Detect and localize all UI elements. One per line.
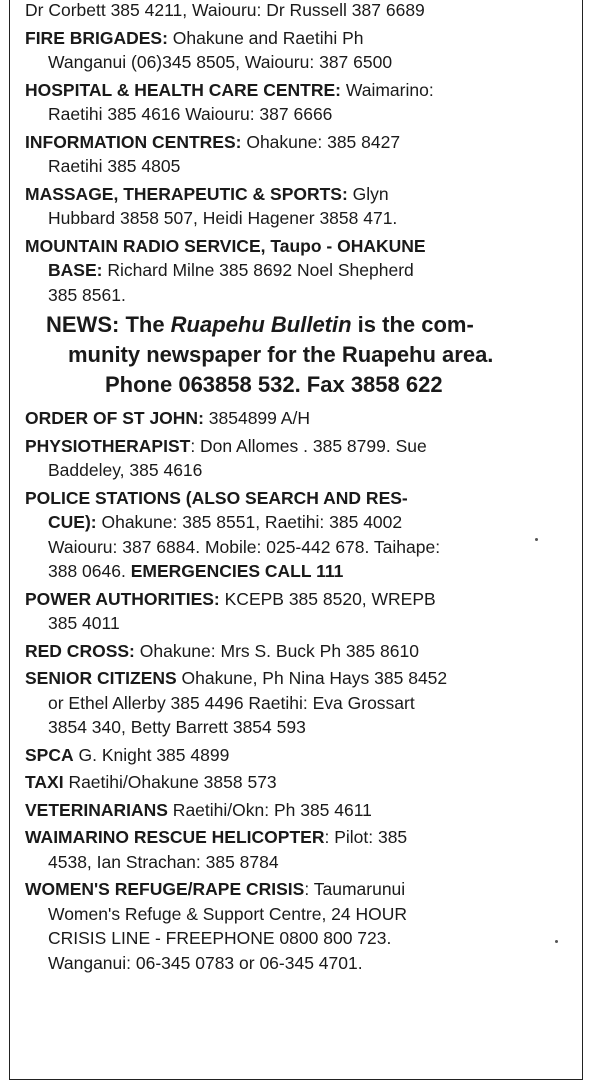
entry-text: Glyn [347,183,389,204]
entry-line [25,258,583,283]
print-speck [555,940,558,943]
directory-entry-senior-citizens [25,666,583,740]
entry-text: 4538, Ian Strachan: 385 8784 [48,851,279,872]
entry-line [25,770,583,795]
entry-text: G. Knight 385 4899 [73,744,230,765]
entry-heading: POWER AUTHORITIES: [25,588,220,609]
entry-heading: CUE): [48,512,97,532]
entry-line [25,102,583,127]
directory-listing [25,0,583,978]
print-speck [535,538,538,541]
entry-text: : Don Allomes . 385 8799. Sue [190,435,427,456]
directory-entry-womens-refuge [25,877,583,975]
entry-text: Ohakune: 385 8427 [241,131,401,152]
entry-line [25,154,583,179]
entry-line [25,234,583,259]
entry-line [25,26,583,51]
entry-text: 3854899 A/H [203,408,310,428]
entry-line [25,850,583,875]
news-line-1-rest: is the com- [351,312,474,337]
directory-entries-bottom [25,406,583,975]
entry-line [25,206,583,231]
entry-text: or Ethel Allerby 385 4496 Raetihi: Eva Grossart [48,692,415,713]
entry-heading: SPCA [25,744,74,765]
entry-line [25,877,583,902]
entry-text: Wanganui (06)345 8505, Waiouru: 387 6500 [48,52,393,72]
entry-text: Raetihi/Okn: Ph 385 4611 [167,799,372,820]
directory-frame [9,0,583,1080]
directory-entries-top [25,0,583,307]
entry-text: Ohakune, Ph Nina Hays 385 8452 [176,668,448,688]
entry-line [25,458,583,483]
entry-text: 3854 340, Betty Barrett 3854 593 [48,717,306,737]
entry-text: Waiouru: 387 6884. Mobile: 025-442 678. Taihape: [48,536,441,557]
directory-entry-police-stations [25,486,583,584]
entry-heading: SENIOR CITIZENS [25,668,177,688]
directory-entry-rescue-helicopter [25,825,583,874]
entry-text: Women's Refuge & Support Centre, 24 HOUR [48,903,408,924]
entry-heading: INFORMATION CENTRES: [25,131,242,152]
news-lead: NEWS: The [46,312,171,337]
directory-entry-doctors-cont [25,0,583,23]
entry-heading: POLICE STATIONS (ALSO SEARCH AND RES- [25,487,408,508]
entry-line [25,666,583,691]
entry-line [25,926,583,951]
entry-text: Raetihi 385 4805 [48,156,181,176]
entry-heading: EMERGENCIES CALL 111 [130,561,344,581]
directory-entry-massage [25,182,583,231]
entry-heading: TAXI [25,772,64,792]
directory-entry-taxi [25,770,583,795]
entry-line [25,486,583,511]
entry-text: 385 4011 [48,613,120,633]
directory-entry-mountain-radio [25,234,583,308]
entry-heading: ORDER OF ST JOHN: [25,408,204,428]
entry-line [25,535,583,560]
entry-line [25,283,583,308]
entry-line [25,130,583,155]
entry-text: Raetihi/Ohakune 3858 573 [63,772,277,792]
entry-text: Ohakune: 385 8551, Raetihi: 385 4002 [96,512,403,532]
entry-heading: MOUNTAIN RADIO SERVICE, Taupo - OHAKUNE [25,235,426,256]
directory-entry-fire-brigades [25,26,583,75]
entry-text: Waimarino: [340,79,434,100]
entry-text: Ohakune and Raetihi Ph [167,27,364,48]
news-publication-title: Ruapehu Bulletin [170,312,352,337]
entry-heading: FIRE BRIGADES: [25,27,168,48]
directory-entry-red-cross [25,639,583,664]
entry-line [25,182,583,207]
entry-line [25,434,583,459]
news-contact-line: Phone 063858 532. Fax 3858 622 [105,372,443,397]
entry-text: KCEPB 385 8520, WREPB [219,588,436,609]
entry-line [25,825,583,850]
directory-entry-spca [25,743,583,768]
directory-entry-order-st-john [25,406,583,431]
entry-heading: WOMEN'S REFUGE/RAPE CRISIS [25,879,305,899]
entry-text: CRISIS LINE - FREEPHONE 0800 800 723. [48,928,392,948]
news-line-1 [25,310,583,340]
entry-heading: VETERINARIANS [25,799,168,820]
entry-line [25,951,583,976]
entry-line [25,639,583,664]
entry-text: : Taumarunui [304,879,406,899]
entry-text: : Pilot: 385 [324,827,408,847]
entry-line [25,0,583,23]
directory-entry-hospital [25,78,583,127]
directory-entry-power-authorities [25,587,583,636]
entry-heading: MASSAGE, THERAPEUTIC & SPORTS: [25,183,348,204]
entry-line [25,559,583,584]
entry-text: Hubbard 3858 507, Heidi Hagener 3858 471. [48,208,398,228]
entry-line [25,743,583,768]
entry-heading: RED CROSS: [25,640,135,661]
news-notice [25,310,583,400]
entry-line [25,798,583,823]
entry-line [25,406,583,431]
entry-text: 388 0646. [48,561,131,581]
directory-entry-veterinarians [25,798,583,823]
entry-heading: WAIMARINO RESCUE HELICOPTER [25,827,325,847]
entry-line [25,587,583,612]
entry-heading: HOSPITAL & HEALTH CARE CENTRE: [25,79,341,100]
directory-entry-information-centres [25,130,583,179]
entry-text: Ohakune: Mrs S. Buck Ph 385 8610 [134,640,419,661]
entry-text: 385 8561. [48,284,126,305]
news-line-2: munity newspaper for the Ruapehu area. [68,342,494,367]
entry-text: Dr Corbett 385 4211, Waiouru: Dr Russell 387 6689 [25,0,425,20]
entry-text: Richard Milne 385 8692 Noel Shepherd [102,260,414,280]
entry-text: Wanganui: 06-345 0783 or 06-345 4701. [48,952,363,973]
entry-line [25,50,583,75]
entry-line [25,611,583,636]
directory-entry-physiotherapist [25,434,583,483]
entry-line [25,902,583,927]
entry-line [25,691,583,716]
entry-heading: PHYSIOTHERAPIST [25,435,191,456]
entry-line [25,715,583,740]
entry-line [25,78,583,103]
entry-text: Raetihi 385 4616 Waiouru: 387 6666 [48,104,333,124]
entry-line [25,510,583,535]
entry-heading: BASE: [48,260,103,280]
entry-text: Baddeley, 385 4616 [48,460,203,480]
